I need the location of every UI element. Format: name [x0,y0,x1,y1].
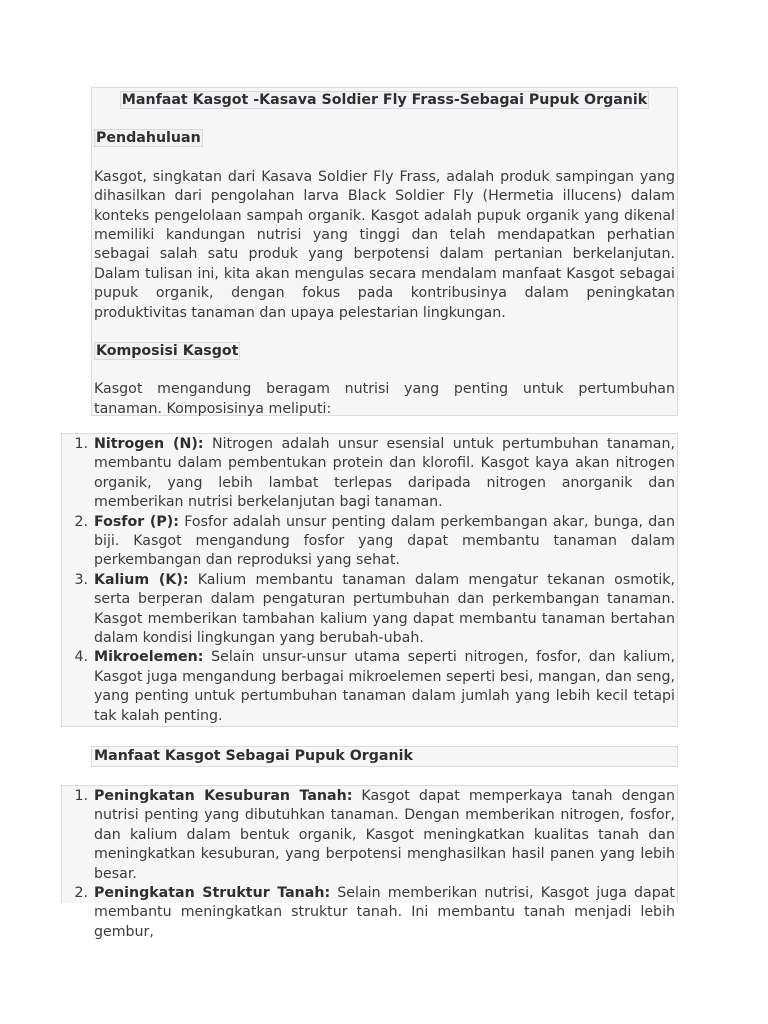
list-number: 1. [74,788,88,804]
list-text: Kalium membantu tanaman dalam mengatur tekanan osmotik, serta berperan dalam pengaturan pertumbuhan dan perkembangan tanaman. Kasgot memberikan tambahan kalium yang dapat membantu tanaman bertahan dalam kondisi lingkungan yang berubah-ubah. [94,571,675,647]
list-item [74,435,675,513]
composition-list [74,435,675,726]
list-item [74,513,675,571]
list-item [74,648,675,726]
benefits-list-section [61,785,678,940]
benefits-heading-section [91,746,678,767]
intro-heading: Pendahuluan [96,130,201,147]
page-title: Manfaat Kasgot -Kasava Soldier Fly Frass-Sebagai Pupuk Organik [121,92,648,108]
list-number: 3. [74,571,88,588]
list-text: Fosfor adalah unsur penting dalam perkembangan akar, bunga, dan biji. Kasgot mengandung fosfor yang dapat membantu tanaman dalam perkembangan dan reproduksi yang sehat. [94,513,675,569]
composition-heading: Komposisi Kasgot [96,343,239,360]
title-row [94,91,675,110]
list-number: 1. [74,436,88,452]
composition-list-section [61,433,678,727]
list-number: 4. [74,649,88,666]
list-number: 2. [74,513,88,530]
list-term: Fosfor (P): [94,513,179,530]
benefits-heading: Manfaat Kasgot Sebagai Pupuk Organik [94,748,413,764]
list-item [74,571,675,649]
list-term: Nitrogen (N): [94,436,204,452]
intro-section [91,87,678,416]
list-text: Nitrogen adalah unsur esensial untuk pertumbuhan tanaman, membantu dalam pembentukan protein dan klorofil. Kasgot kaya akan nitrogen organik, yang lebih lambat terlepas daripada nitrogen anorganik dan memberikan nutrisi berkelanjutan bagi tanaman. [94,436,675,511]
composition-paragraph: Kasgot mengandung beragam nutrisi yang penting untuk pertumbuhan tanaman. Komposisinya meliputi: [94,381,675,417]
list-number: 2. [74,885,88,902]
composition-heading-row [94,342,675,361]
list-item [74,787,675,884]
list-term: Peningkatan Struktur Tanah: [94,885,331,902]
intro-paragraph: Kasgot, singkatan dari Kasava Soldier Fly Frass, adalah produk sampingan yang dihasilkan dari pengolahan larva Black Soldier Fly (Hermetia illucens) dalam konteks pengelolaan sampah organik. Kasgot adalah pupuk organik yang dikenal memiliki kandungan nutrisi yang tinggi dan telah mendapatkan perhatian sebagai salah satu produk yang berpotensi dalam pertanian berkelanjutan. Dalam tulisan ini, kita akan mengulas secara mendalam manfaat Kasgot sebagai pupuk organik, dengan fokus pada kontribusinya dalam peningkatan produktivitas tanaman dan upaya pelestarian lingkungan. [94,168,675,321]
list-item [74,884,675,942]
benefits-list [74,787,675,942]
list-term: Mikroelemen: [94,649,204,666]
list-text: Selain unsur-unsur utama seperti nitrogen, fosfor, dan kalium, Kasgot juga mengandung berbagai mikroelemen seperti besi, mangan, dan seng, yang penting untuk pertumbuhan tanaman dalam jumlah yang lebih kecil tetapi tak kalah penting. [94,649,675,724]
list-term: Peningkatan Kesuburan Tanah: [94,788,353,804]
list-term: Kalium (K): [94,571,189,588]
list-text: Kasgot dapat memperkaya tanah dengan nutrisi penting yang dibutuhkan tanaman. Dengan memberikan nitrogen, fosfor, dan kalium dalam bentuk organik, Kasgot meningkatkan kualitas tanah dan meningkatkan kesuburan, yang berpotensi menghasilkan hasil panen yang lebih besar. [94,788,675,882]
list-text: Selain memberikan nutrisi, Kasgot juga dapat membantu meningkatkan struktur tanah. Ini membantu tanah menjadi lebih gembur, [94,885,675,940]
intro-heading-row [94,129,675,148]
